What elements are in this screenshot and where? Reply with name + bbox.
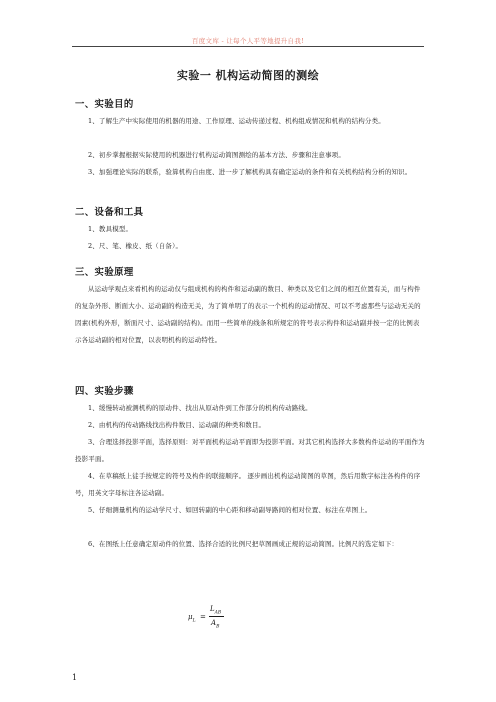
header-watermark: 百度文库 - 让每个人平等地提升自我! [191, 37, 305, 45]
formula-equals: = [200, 613, 206, 621]
scale-formula [188, 605, 248, 635]
formula-lhs: $\mu_L$ [188, 613, 196, 624]
page-title: 实验一 机构运动简图的测绘 [176, 69, 320, 82]
paragraph: 3、加强理论实际的联系，验算机构自由度、进一步了解机构具有确定运动的条件和有关机构结构分析的知识。 [88, 168, 412, 176]
section-heading-equipment: 二、设备和工具 [75, 207, 144, 218]
paragraph: 3、合理选择投影平面，选择原则：对平面机构运动平面即为投影平面。对其它机构选择大多数构件运动的平面作为投影平面。 [75, 438, 425, 463]
header-divider [72, 46, 424, 47]
paragraph: 4、在草稿纸上徒手按规定的符号及构件的联接顺序。 逐步画出机构运动简图的草图，然后用数字标注各构件的序号，用英文字母标注各运动副。 [75, 472, 421, 497]
paragraph: 1、缓慢转动被测机构的原动件、找出从原动件到工作部分的机构传动路线。 [88, 404, 312, 412]
paragraph: 2、由机构的传动路线找出构件数目、运动副的种类和数目。 [88, 421, 266, 429]
paragraph: 2、尺、笔、橡皮、纸（自备）。 [88, 242, 183, 250]
fraction-bar [209, 616, 224, 617]
paragraph: 1、教具模型。 [88, 225, 133, 233]
formula-numerator: $L_{AB}$ [210, 605, 222, 616]
page-number: 1 [72, 673, 78, 682]
paragraph: 2、初步掌握根据实际使用的机器进行机构运动简图测绘的基本方法、步骤和注意事项。 [88, 151, 345, 159]
paragraph: 1、了解生产中实际使用的机器的用途、工作原理、运动传递过程、机构组成情况和机构的结构分类。 [88, 117, 385, 125]
section-heading-purpose: 一、实验目的 [75, 99, 134, 110]
paragraph: 从运动学观点来看机构的运动仅与组成机构的构件和运动副的数目、种类以及它们之间的相互位置有关，而与构件的复杂外形、断面大小、运动副的构造无关，为了简单明了的表示一个机构的运动情况、可以不考虑那些与运动无关的因素(机构外形，断面尺寸、运动副的结构)。而用一些简单的线条和所规定的符号表示构件和运动副并按一定的比例表示各运动副的相对位置，以表明机构的运动特性。 [75, 285, 421, 344]
paragraph: 6、在图纸上任意确定原动件的位置、选择合适的比例尺把草图画成正规的运动简图。比例尺的选定如下： [88, 540, 399, 548]
section-heading-principle: 三、实验原理 [75, 267, 134, 278]
section-heading-steps: 四、实验步骤 [75, 386, 134, 397]
paragraph: 5、仔细测量机构的运动学尺寸、如回转副的中心距和移动副导路间的相对位置、标注在草图上。 [88, 506, 372, 514]
formula-denominator: $A_B$ [211, 619, 220, 630]
